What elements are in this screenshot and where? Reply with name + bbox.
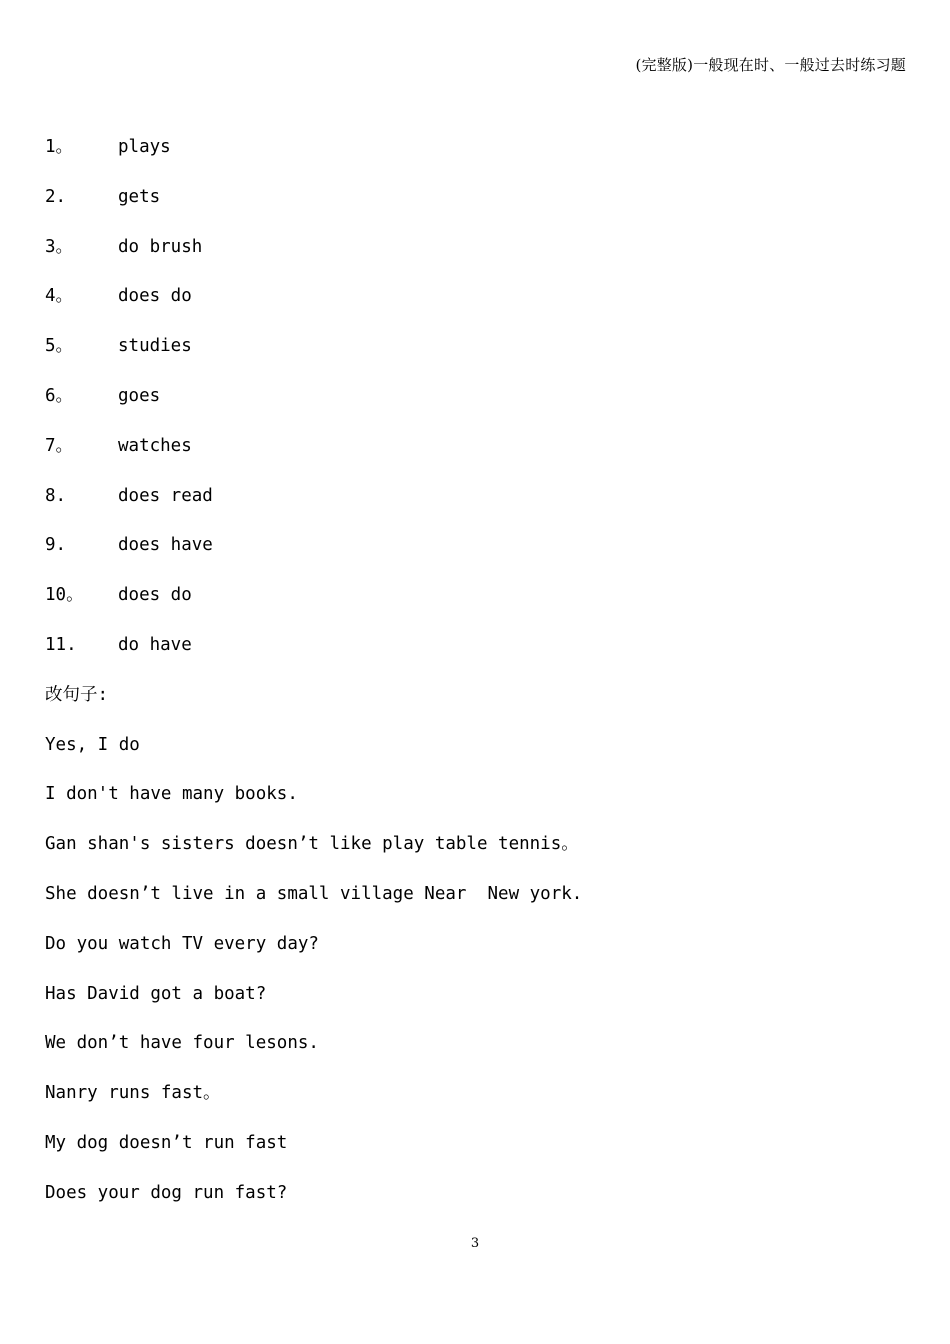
- answer-item: [45, 133, 905, 183]
- document-body: [45, 133, 905, 1229]
- answer-item: [45, 531, 905, 581]
- answer-number: 7。: [45, 435, 74, 456]
- answer-text: watches: [118, 435, 192, 456]
- rewrite-sentence: Has David got a boat?: [45, 983, 267, 1004]
- answer-item: [45, 332, 905, 382]
- answer-item: [45, 581, 905, 631]
- answer-number: 10。: [45, 585, 84, 606]
- page-number: 3: [470, 1236, 480, 1251]
- answer-item: [45, 482, 905, 532]
- answer-number: 3。: [45, 236, 74, 257]
- rewrite-sentence: She doesn’t live in a small village Near New york.: [45, 883, 583, 904]
- answer-text: goes: [118, 385, 161, 406]
- rewrite-sentence: Nanry runs fast。: [45, 1083, 221, 1104]
- answer-item: [45, 183, 905, 233]
- answer-item: [45, 282, 905, 332]
- answer-text: plays: [118, 137, 171, 157]
- answer-item: [45, 432, 905, 482]
- answer-number: 9.: [45, 535, 67, 556]
- rewrite-sentence: Do you watch TV every day?: [45, 933, 319, 954]
- answer-text: does do: [118, 286, 192, 307]
- answer-number: 2.: [45, 186, 67, 207]
- answer-text: do have: [118, 634, 192, 655]
- answer-number: 5。: [45, 336, 74, 357]
- answer-number: 8.: [45, 485, 67, 506]
- answer-item: [45, 631, 905, 681]
- answer-number: 4。: [45, 286, 74, 307]
- section-heading: 改句子:: [45, 684, 109, 705]
- answer-number: 11.: [45, 634, 77, 655]
- rewrite-sentence: My dog doesn’t run fast: [45, 1132, 288, 1153]
- answer-text: does do: [118, 585, 192, 606]
- answer-number: 1。: [45, 137, 74, 157]
- answer-text: studies: [118, 336, 192, 357]
- rewrite-sentence: Does your dog run fast?: [45, 1182, 288, 1203]
- answer-number: 6。: [45, 385, 74, 406]
- page-header-title: (完整版)一般现在时、一般过去时练习题: [635, 56, 906, 74]
- answer-text: does have: [118, 535, 213, 556]
- answer-item: [45, 233, 905, 283]
- rewrite-sentence: We don’t have four lesons.: [45, 1033, 319, 1054]
- rewrite-sentence: I don't have many books.: [45, 784, 298, 805]
- answer-item: [45, 382, 905, 432]
- answer-text: do brush: [118, 236, 203, 257]
- answer-text: does read: [118, 485, 213, 506]
- answer-text: gets: [118, 186, 161, 207]
- rewrite-sentence: Yes, I do: [45, 734, 140, 755]
- rewrite-sentence: Gan shan's sisters doesn’t like play table tennis。: [45, 834, 579, 855]
